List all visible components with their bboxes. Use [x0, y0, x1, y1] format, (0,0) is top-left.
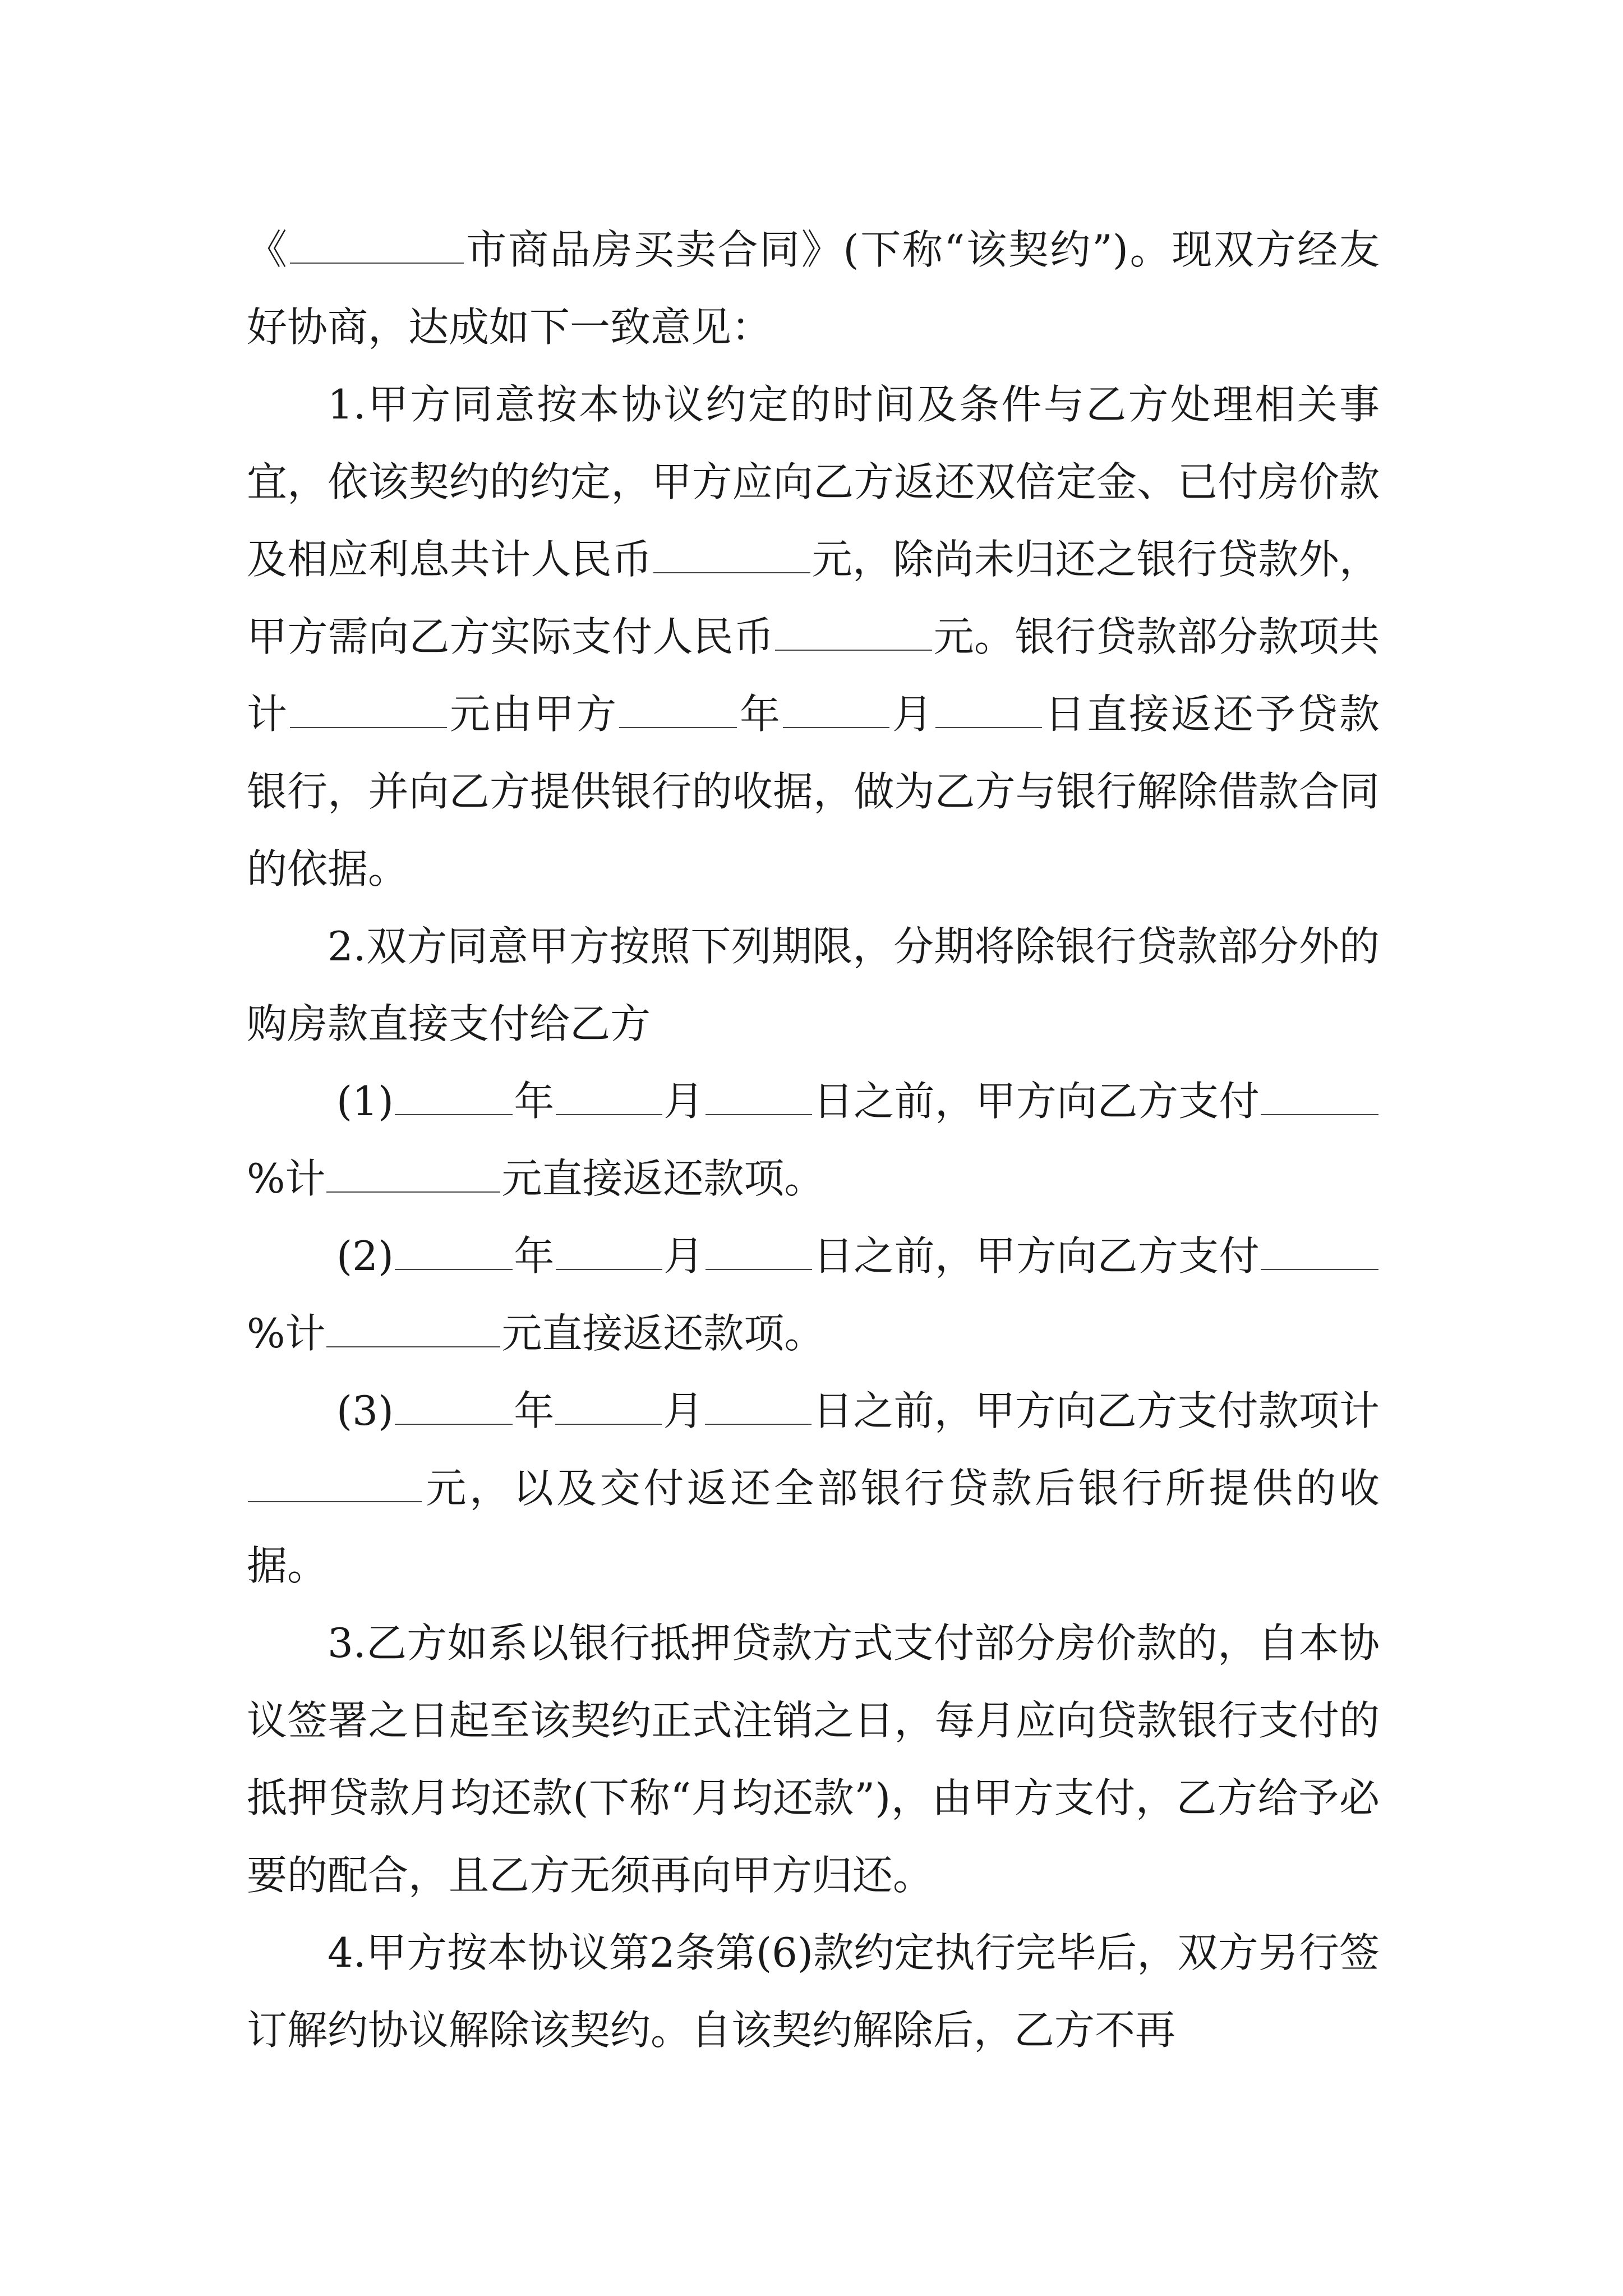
installment-3-text-2: 年 [514, 1387, 555, 1434]
clause-2-text: 2.双方同意甲方按照下列期限，分期将除银行贷款部分外的购房款直接支付给乙方 [247, 923, 1380, 1047]
actual-payment-blank [775, 615, 932, 651]
loan-amount-blank [290, 693, 447, 728]
installment-1-amount-blank [326, 1157, 500, 1193]
installment-1-month-blank [556, 1080, 662, 1115]
city-blank [290, 228, 464, 264]
installment-3-amount-blank [248, 1467, 422, 1502]
installment-2-text-3: 月 [663, 1232, 704, 1280]
installment-3-month-blank [555, 1389, 662, 1425]
installment-2-day-blank [706, 1235, 812, 1270]
installment-2-percent-blank [1261, 1235, 1378, 1270]
installment-1-text-1: (1) [336, 1078, 394, 1125]
installment-3-day-blank [705, 1389, 811, 1425]
month-blank [783, 693, 889, 728]
installment-2-text-2: 年 [514, 1232, 555, 1280]
installment-3-text-5: 元，以及交付返还全部银行贷款后银行所提供的收据。 [247, 1465, 1380, 1589]
installment-2-year-blank [395, 1235, 513, 1270]
installment-1-text-3: 月 [663, 1078, 704, 1125]
clause-2 [247, 908, 1380, 1062]
year-blank [619, 693, 737, 728]
total-amount-blank [653, 538, 810, 573]
clause-1-text-6: 月 [890, 691, 934, 738]
clause-1 [247, 366, 1380, 908]
installment-1-text-5: %计 [247, 1155, 326, 1202]
installment-1-text-2: 年 [514, 1078, 555, 1125]
clause-4-text: 4.甲方按本协议第2条第(6)款约定执行完毕后，双方另行签订解约协议解除该契约。自该契约解除后，乙方不再 [247, 1929, 1380, 2054]
clause-3-text: 3.乙方如系以银行抵押贷款方式支付部分房价款的，自本协议签署之日起至该契约正式注销之日，每月应向贷款银行支付的抵押贷款月均还款(下称“月均还款”)，由甲方支付，乙方给予必要的配合，且乙方无须再向甲方归还。 [247, 1619, 1380, 1899]
intro-text-2: 市商品房买卖合同》(下称“该契约”)。现双方经友好协商，达成如下一致意见： [247, 226, 1380, 351]
installment-2-month-blank [556, 1235, 662, 1270]
installment-1-percent-blank [1261, 1080, 1378, 1115]
installment-3-text-1: (3) [336, 1387, 394, 1434]
intro-paragraph [247, 211, 1380, 366]
installment-1-text-6: 元直接返还款项。 [501, 1155, 825, 1202]
clause-4 [247, 1914, 1380, 2069]
clause-1-text-3: 元。银行贷款部分款项共计 [247, 613, 1380, 738]
clause-1-text-5: 年 [737, 691, 782, 738]
document-body [247, 211, 1380, 2069]
installment-3 [247, 1372, 1380, 1604]
installment-3-year-blank [395, 1389, 513, 1425]
installment-1-day-blank [706, 1080, 812, 1115]
installment-1-text-4: 日之前，甲方向乙方支付 [813, 1078, 1260, 1125]
clause-1-text-2: 元，除尚未归还之银行贷款外，甲方需向乙方实际支付人民币 [247, 536, 1380, 660]
installment-1 [247, 1062, 1380, 1217]
installment-2-text-6: 元直接返还款项。 [501, 1310, 825, 1357]
clause-3 [247, 1604, 1380, 1914]
day-blank [935, 693, 1042, 728]
clause-1-text-1: 1.甲方同意按本协议约定的时间及条件与乙方处理相关事宜，依该契约的约定，甲方应向乙方返还双倍定金、已付房价款及相应利息共计人民币 [247, 381, 1380, 583]
installment-3-text-4: 日之前，甲方向乙方支付款项计 [812, 1387, 1380, 1434]
installment-2-text-5: %计 [247, 1310, 326, 1357]
installment-3-text-3: 月 [663, 1387, 704, 1434]
installment-2-text-4: 日之前，甲方向乙方支付 [813, 1232, 1260, 1280]
installment-2-amount-blank [326, 1312, 500, 1347]
clause-1-text-4: 元由甲方 [448, 691, 618, 738]
intro-text-1: 《 [247, 226, 289, 273]
clause-1-text-7: 日直接返还予贷款银行，并向乙方提供银行的收据，做为乙方与银行解除借款合同的依据。 [247, 691, 1380, 892]
installment-2 [247, 1217, 1380, 1372]
installment-1-year-blank [395, 1080, 513, 1115]
installment-2-text-1: (2) [336, 1232, 394, 1280]
